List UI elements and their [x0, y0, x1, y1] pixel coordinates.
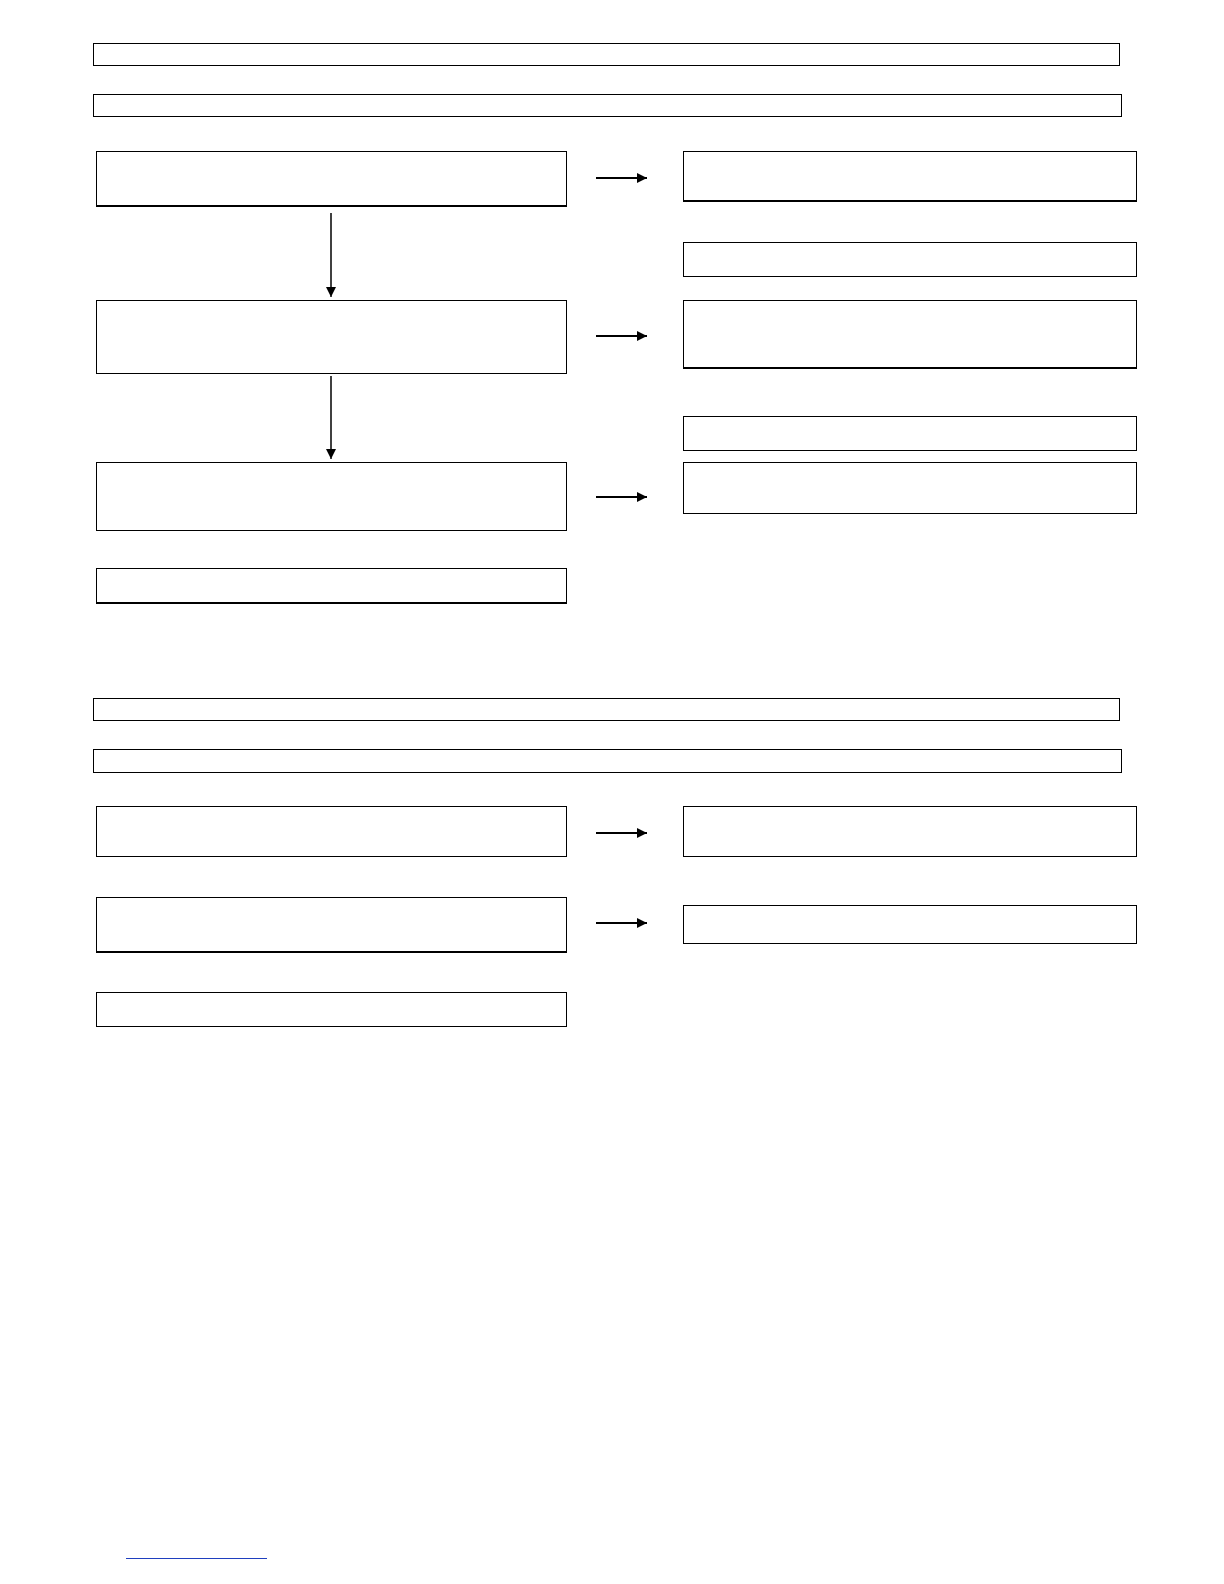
section1-result-2-text — [684, 301, 1136, 309]
section2-step-1 — [96, 806, 567, 857]
section2-result-2 — [683, 905, 1137, 944]
section1-result-2 — [683, 300, 1137, 369]
section1-end — [96, 568, 567, 604]
section2-end-text — [97, 993, 566, 1001]
section2-header-subtitle — [93, 749, 1122, 773]
section1-note-1 — [683, 242, 1137, 277]
section1-step-3 — [96, 462, 567, 531]
section1-result-1-text — [684, 152, 1136, 160]
section1-step-3-text — [97, 463, 566, 471]
section2-end — [96, 992, 567, 1027]
section1-result-3 — [683, 462, 1137, 514]
section2-result-2-text — [684, 906, 1136, 914]
section1-step-1 — [96, 151, 567, 207]
section1-step-2 — [96, 300, 567, 374]
section1-result-1 — [683, 151, 1137, 202]
section1-header-subtitle-text — [94, 95, 1121, 103]
section1-result-3-text — [684, 463, 1136, 471]
section2-result-1-text — [684, 807, 1136, 815]
footer-link-underline[interactable] — [126, 1558, 267, 1559]
section1-note-2 — [683, 416, 1137, 451]
section2-step-1-text — [97, 807, 566, 815]
section2-header-subtitle-text — [94, 750, 1121, 758]
section1-header-title-text — [94, 44, 1119, 52]
section2-step-2 — [96, 897, 567, 953]
section2-header-title — [93, 698, 1120, 721]
section1-note-2-text — [684, 417, 1136, 425]
section1-step-2-text — [97, 301, 566, 309]
section1-note-1-text — [684, 243, 1136, 251]
section2-result-1 — [683, 806, 1137, 857]
section1-step-1-text — [97, 152, 566, 160]
section1-header-title — [93, 43, 1120, 66]
section2-step-2-text — [97, 898, 566, 906]
section1-header-subtitle — [93, 94, 1122, 117]
section1-end-text — [97, 569, 566, 577]
section2-header-title-text — [94, 699, 1119, 707]
